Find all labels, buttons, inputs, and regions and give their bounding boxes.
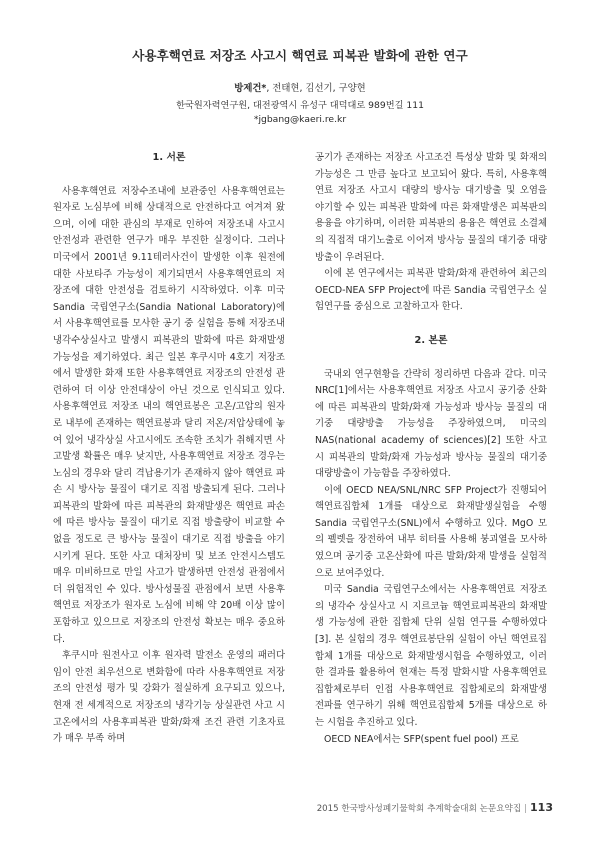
left-column [53,150,285,748]
intro-paragraph-2: 후쿠시마 원전사고 이후 원자력 발전소 운영의 패러다임이 안전 최우선으로 변화함에 따라 사용후핵연료 저장조의 안전성 평가 및 강화가 절실하게 요구되고 있으나, 현재 전 세계적으로 저장조의 냉각기능 상실관련 사고 시 고온에서의 사용후피복관 발화/화재 조건 관련 기초자료가 매우 부족 하며 [53,650,285,745]
intro-paragraph-1: 사용후핵연료 저장수조내에 보관중인 사용후핵연료는 원자로 노심부에 비해 상대적으로 안전하다고 여겨져 왔으며, 이에 대한 관심의 부재로 인하여 저장조내 사고시 안전성과 관련한 연구가 매우 부진한 실정이다. 그러나 미국에서 2001년 9.11테러사건이 발생한 이후 원전에 대한 사보타주 가능성이 제기되면서 사용후핵연료의 저장조에 대한 안전성을 검토하기 시작하였다. 이후 미국 Sandia 국립연구소(Sandia National Laboratory)에서 사용후핵연료를 모사한 공기 중 실험을 통해 저장조내 냉각수상실사고 발생시 피복관의 발화에 따른 화재발생 가능성을 제기하였다. 최근 일본 후쿠시마 4호기 저장조에서 발생한 화재 또한 사용후핵연료 저장조의 안전성 관련하여 더 이상 안전대상이 아닌 것으로 인식되고 있다. 사용후핵연료 저장조 내의 핵연료봉은 고온/고압의 원자로 내부에 존재하는 핵연료봉과 달리 저온/저압상태에 놓여 있어 냉각상실 사고시에도 조속한 조치가 취해지면 사고발생 확률은 매우 낮지만, 사용후핵연료 저장조 경우는 노심의 경우와 달리 격납용기가 존재하지 않아 핵연료 파손 시 방사능 물질이 대기로 직접 방출되게 된다. 그러나 피복관의 발화에 따른 피복관의 화재발생은 핵연료 파손에 따른 방사능 물질이 대기로 직접 방출량이 비교할 수 없을 정도로 큰 방사능 물질이 대기로 직접 방출을 야기시키게 된다. 또한 사고 대처장비 및 보조 안전시스템도 매우 미비하므로 만일 사고가 발생하면 안전성 관점에서 더 위험적인 수 있다. 방사성물질 관점에서 보면 사용후핵연료 저장조가 원자로 노심에 비해 약 20배 이상 많이 포함하고 있으므로 저장조의 안전성 확보는 매우 중요하다. [53,185,285,645]
affiliation: 한국원자력연구원, 대전광역시 유성구 대덕대로 989번길 111 [176,100,424,111]
main-paragraph-4: OECD NEA에서는 SFP(spent fuel pool) 프로 [324,733,519,745]
author-list [0,80,600,94]
page-number: 113 [530,801,553,814]
right-column [315,150,547,748]
main-paragraph-3: 미국 Sandia 국립연구소에서는 사용후핵연료 저장조의 냉각수 상실사고 시 지르코늄 핵연료피복관의 화재발생 가능성에 관한 집합체 단위 실험 연구를 수행하였다[3]. 본 실험의 경우 핵연료봉단위 실험이 아닌 핵연료집합체 1개를 대상으로 화재발생시험을 수행하였고, 이러한 결과를 활용하여 현재는 특정 발화시발 사용후핵연료 집합체로부터 인접 사용후핵연료 집합체로의 화재발생 전파를 연구하기 위해 핵연료집합체 5개를 대상으로 하는 시험을 추진하고 있다. [315,584,547,728]
main-paragraph-1: 국내외 연구현황을 간략히 정리하면 다음과 같다. 미국 NRC[1]에서는 사용후핵연료 저장조 사고시 공기중 산화에 따른 피복관의 발화/화재 가능성과 방사능 물질의 대기중 대량방출 가능성을 주장하였으며, 미국의 NAS(national academy of sciences)[2] 또한 사고 시 피복관의 발화/화재 가능성과 방사능 물질의 대기중 대량방출이 가능함을 주장하였다. [315,368,547,480]
section-heading-main: 2. 본론 [414,334,448,346]
footer-separator: | [524,804,528,814]
page-footer [317,801,553,814]
intro-paragraph-3: 이에 본 연구에서는 피복관 발화/화재 관련하여 최근의 OECD-NEA SFP Project에 따른 Sandia 국립연구소 실험연구를 중심으로 고찰하고자 한다. [315,268,547,313]
main-paragraph-2: 이에 OECD NEA/SNL/NRC SFP Project가 진행되어 핵연료집합체 1개를 대상으로 화재발생실험을 수행 Sandia 국립연구소(SNL)에서 수행하고 있다. MgO 모의 펠렛을 장전하여 내부 히터를 사용해 붕괴열을 모사하였으며 공기중 고온산화에 따른 발화/화재 발생을 실험적으로 보여주었다. [315,484,547,579]
intro-paragraph-2-continued: 공기가 존재하는 저장조 사고조건 특성상 발화 및 화재의 가능성은 그 만큼 높다고 보고되어 왔다. 특히, 사용후핵연료 저장조 사고시 대량의 방사능 대기방출 및 오염을 야기할 수 있는 피복관 발화에 따른 화재발생은 피복판의 용융을 야기하며, 이러한 피복판의 용융은 핵연료 소결체의 직접적 대기노출로 이어져 방사능 물질의 대기중 대량방출이 우려된다. [315,152,547,263]
lead-author: 방제건* [234,83,267,94]
footer-text: 2015 한국방사성폐기물학회 추계학술대회 논문요약집 [316,804,522,814]
contact-email: *jgbang@kaeri.re.kr [253,114,347,125]
paper-title: 사용후핵연료 저장조 사고시 핵연료 피복관 발화에 관한 연구 [132,48,468,63]
co-authors: , 전태현, 김선기, 구양현 [266,83,366,94]
section-heading-introduction: 1. 서론 [152,152,186,163]
